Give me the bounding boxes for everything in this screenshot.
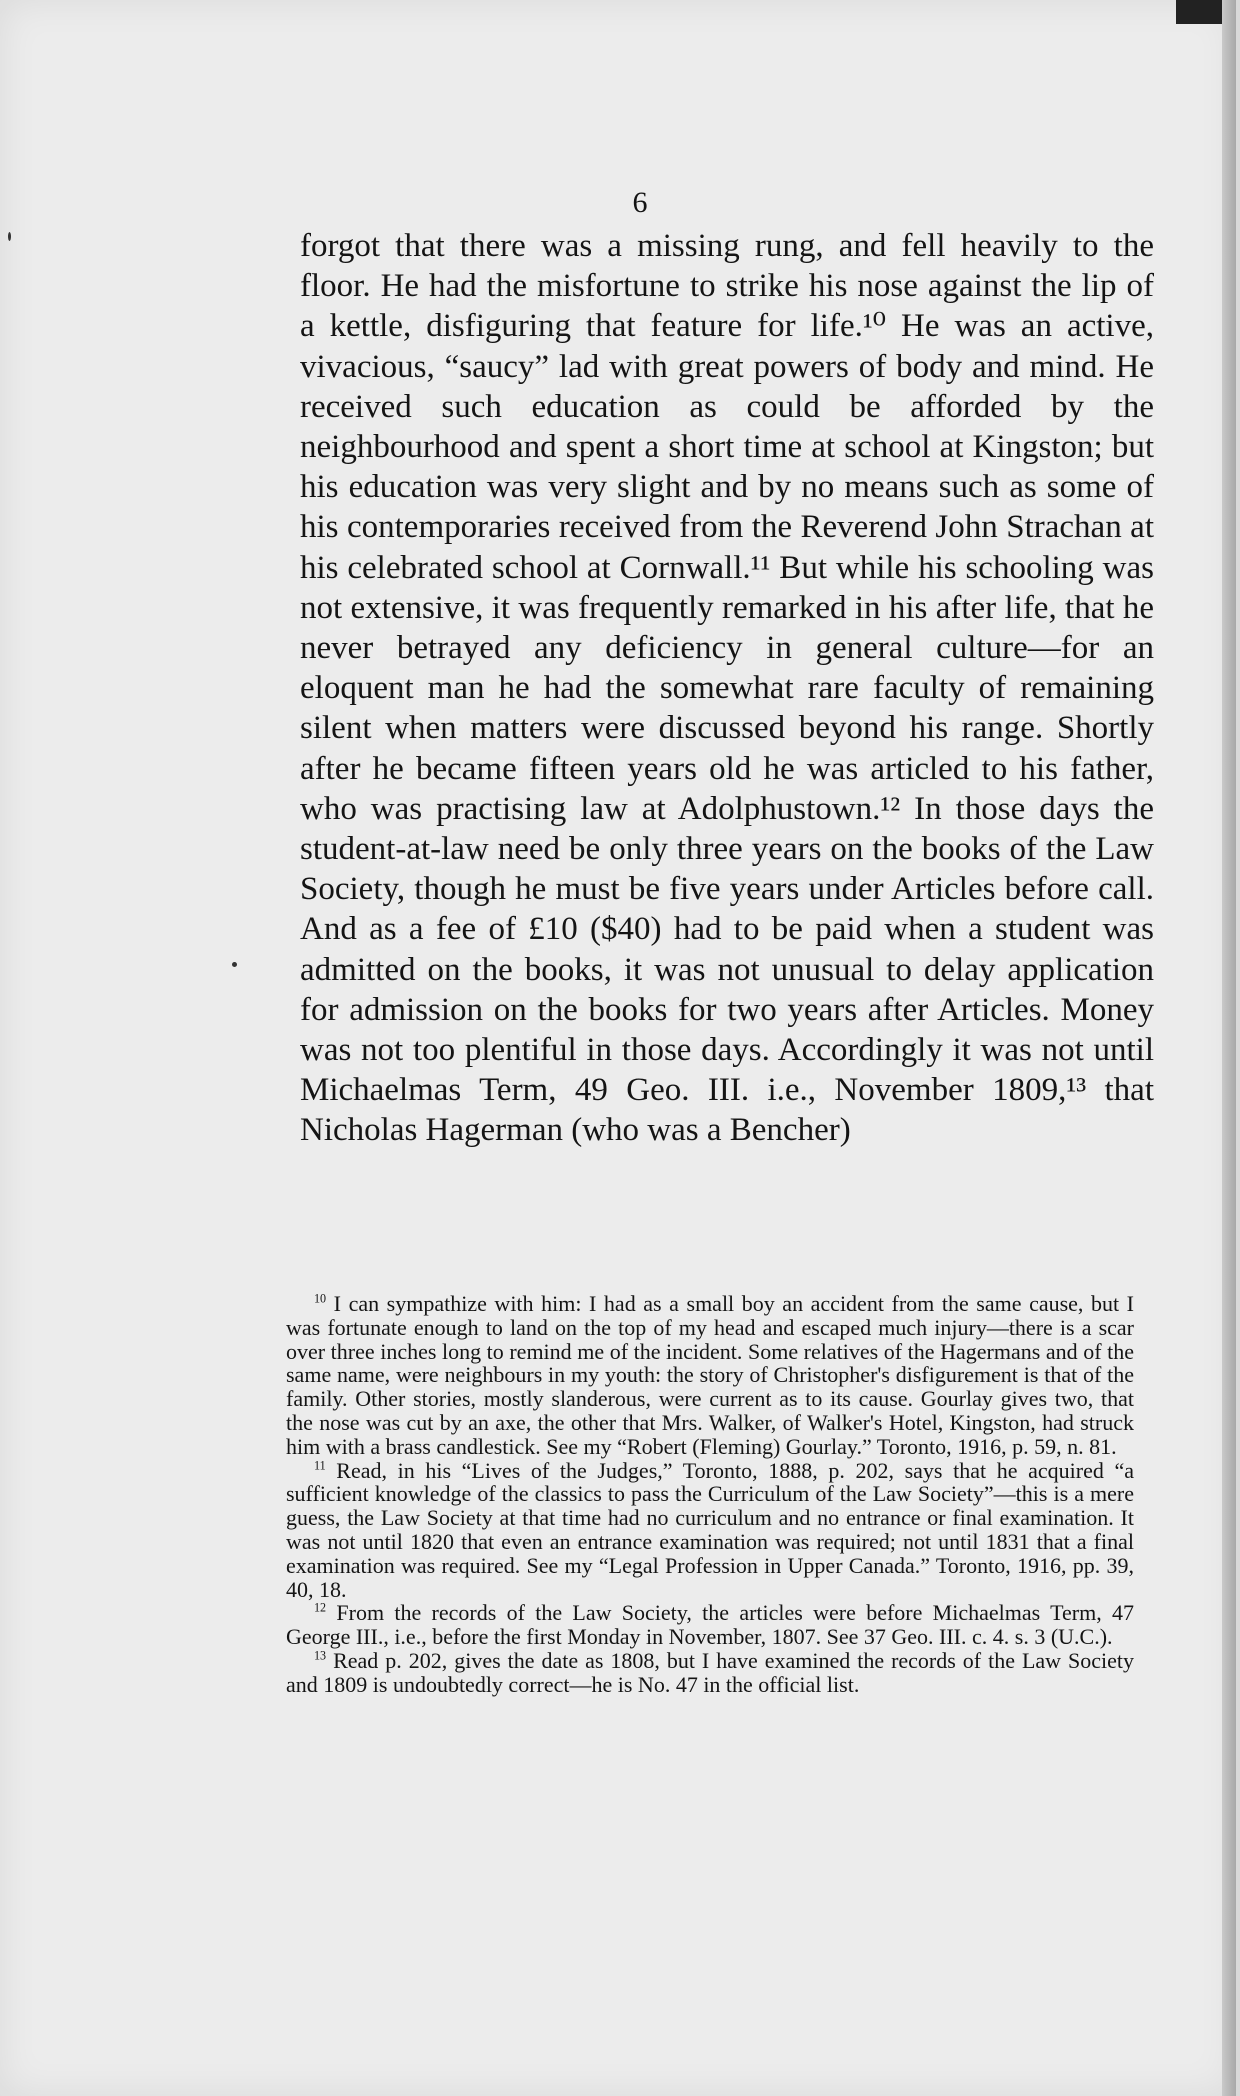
page-number: 6 [632,186,648,219]
footnote-13 [286,1649,1134,1697]
footnote-mark: 13 [314,1648,327,1663]
footnote-mark: 12 [314,1601,327,1616]
footnote-text: I can sympathize with him: I had as a small boy an accident from the same cause, but I was fortunate enough to land on the top of my head and escaped much injury—there is a scar over three inches long to remind me of the incident. Some relatives of the Hagermans and of the same name, were neighbours in my youth: the story of Christopher's disfigurement is that of the family. Other stories, mostly slanderous, were current as to its cause. Gourlay gives two, that the nose was cut by an axe, the other that Mrs. Walker, of Walker's Hotel, Kingston, had struck him with a brass candlestick. See my “Robert (Fleming) Gourlay.” Toronto, 1916, p. 59, n. 81. [286,1291,1135,1459]
footnote-10 [286,1292,1134,1459]
footnote-mark: 11 [314,1458,326,1473]
main-paragraph: forgot that there was a missing rung, and fell heavily to the floor. He had the misfortune to strike his nose against the lip of a kettle, disfiguring that feature for life.¹⁰ He was an active, vivacious, “saucy” lad with great powers of body and mind. He received such education as could be afforded by the neighbourhood and spent a short time at school at Kingston; but his education was very slight and by no means such as some of his contemporaries received from the Reverend John Strachan at his celebrated school at Cornwall.¹¹ But while his schooling was not extensive, it was frequently remarked in his after life, that he never betrayed any deficiency in general culture—for an eloquent man he had the somewhat rare faculty of remaining silent when matters were discussed beyond his range. Shortly after he became fifteen years old he was articled to his father, who was practising law at Adolphustown.¹² In those days the student-at-law need be only three years on the books of the Law Society, though he must be five years under Articles before call. And as a fee of £10 ($40) had to be paid when a student was admitted on the books, it was not unusual to delay application for admission on the books for two years after Articles. Money was not too plentiful in those days. Accordingly it was not until Michaelmas Term, 49 Geo. III. i.e., November 1809,¹³ that Nicholas Hagerman (who was a Bencher) [300,228,1154,1149]
ink-speck [232,962,237,967]
footnote-text: Read p. 202, gives the date as 1808, but I have examined the records of the Law Society and 1809 is undoubtedly correct—he is No. 47 in the official list. [286,1647,1134,1697]
page-edge [1222,0,1236,2096]
main-text [300,226,1154,1151]
footnote-mark: 10 [314,1291,327,1306]
footnote-text: From the records of the Law Society, the articles were before Michaelmas Term, 47 George III., i.e., before the first Monday in November, 1807. See 37 Geo. III. c. 4. s. 3 (U.C.). [286,1600,1135,1650]
footnote-12 [286,1601,1134,1649]
footnote-text: Read, in his “Lives of the Judges,” Toronto, 1888, p. 202, says that he acquired “a sufficient knowledge of the classics to pass the Curriculum of the Law Society”—this is a mere guess, the Law Society at that time had no curriculum and no entrance or final examination. It was not until 1820 that even an entrance examination was required; not until 1831 that a final examination was required. See my “Legal Profession in Upper Canada.” Toronto, 1916, pp. 39, 40, 18. [286,1457,1134,1602]
footnote-11 [286,1459,1134,1602]
ink-speck [8,232,11,241]
footnotes [286,1292,1134,1697]
